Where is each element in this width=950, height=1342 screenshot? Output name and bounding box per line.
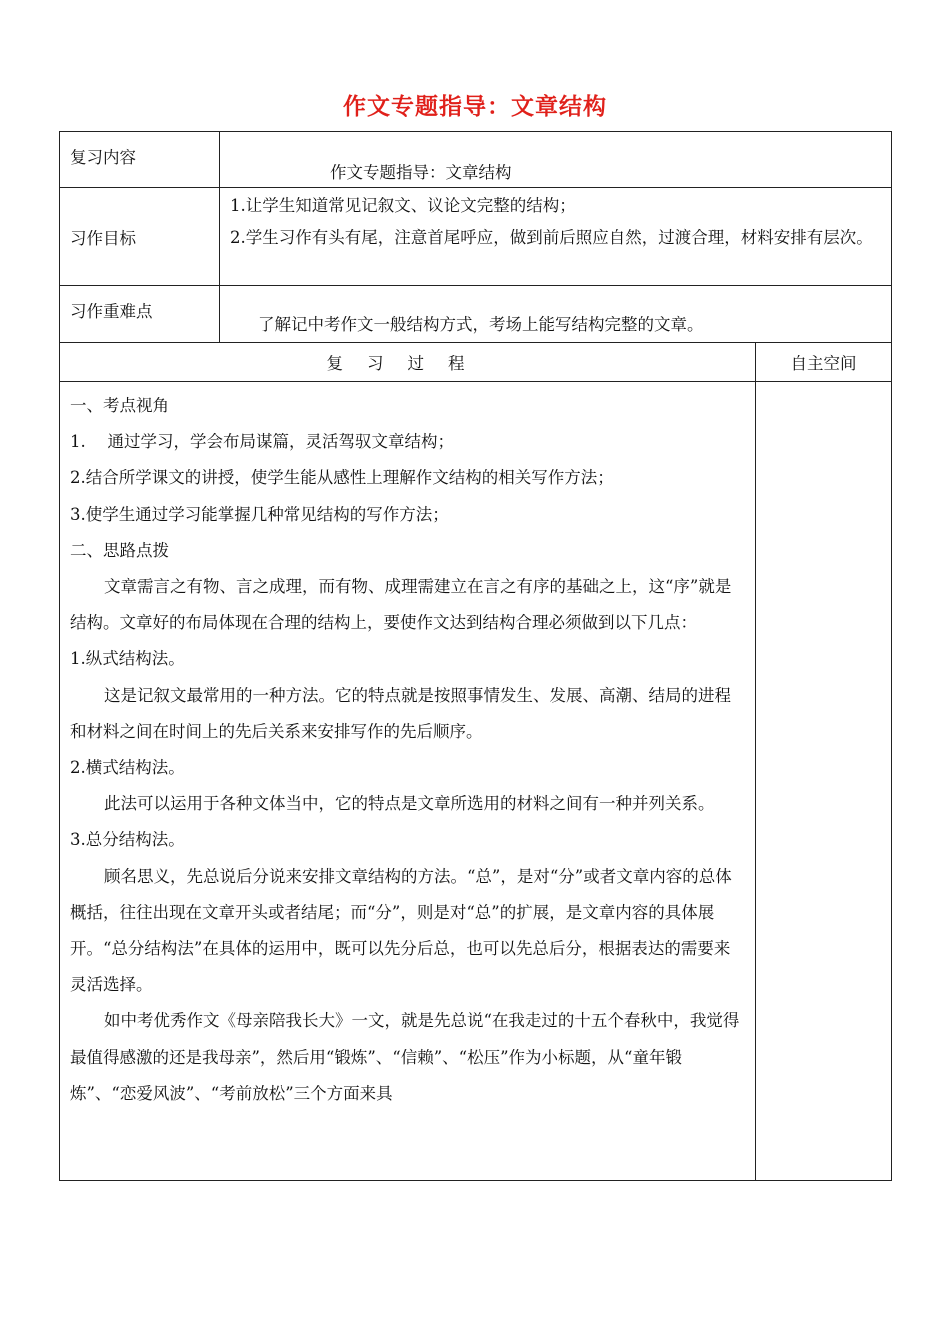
process-paragraph: 文章需言之有物、言之成理，而有物、成理需建立在言之有序的基础之上，这“序”就是结构。文章好的布局体现在合理的结构上，要使作文达到结构合理必须做到以下几点： [70,577,732,633]
goals-label: 习作目标 [60,188,220,286]
row-process-header [60,343,892,382]
review-content-value: 作文专题指导：文章结构 [220,132,892,188]
process-line: 2.横式结构法。 [70,758,185,778]
review-content-label: 复习内容 [60,132,220,188]
row-goals [60,188,892,286]
process-line: 2.结合所学课文的讲授，使学生能从感性上理解作文结构的相关写作方法； [70,468,614,488]
row-review-content [60,132,892,188]
lesson-table [59,131,892,1181]
goals-value [220,188,892,286]
goal-item: 1.让学生知道常见记叙文、议论文完整的结构； [230,196,576,215]
process-body [60,382,756,1181]
process-paragraph: 此法可以运用于各种文体当中，它的特点是文章所选用的材料之间有一种并列关系。 [104,794,715,814]
space-header: 自主空间 [756,343,892,382]
self-study-space [756,382,892,1181]
process-paragraph: 顾名思义，先总说后分说来安排文章结构的方法。“总”，是对“分”或者文章内容的总体概括，往往出现在文章开头或者结尾；而“分”，则是对“总”的扩展，是文章内容的具体展开。“总分结构法”在具体的运用中，既可以先分后总，也可以先总后分，根据表达的需要来灵活选择。 [70,866,732,995]
key-points-label: 习作重难点 [60,286,220,343]
goal-item: 2.学生习作有头有尾，注意首尾呼应，做到前后照应自然，过渡合理，材料安排有层次。 [230,228,873,247]
row-process-body [60,382,892,1181]
process-paragraph: 这是记叙文最常用的一种方法。它的特点就是按照事情发生、发展、高潮、结局的进程和材料之间在时间上的先后关系来安排写作的先后顺序。 [70,685,731,741]
page-title: 作文专题指导：文章结构 [343,94,607,120]
process-line: 3.使学生通过学习能掌握几种常见结构的写作方法； [70,504,449,524]
row-key-points [60,286,892,343]
process-line: 一、考点视角 [70,396,169,415]
process-paragraph: 如中考优秀作文《母亲陪我长大》一文，就是先总说“在我走过的十五个春秋中，我觉得最值得感激的还是我母亲”，然后用“锻炼”、“信赖”、“松压”作为小标题，从“童年锻炼”、“恋爱风波”、“考前放松”三个方面来具 [70,1011,740,1103]
process-header-text: 复习过程 [326,354,489,373]
process-line: 3.总分结构法。 [70,830,185,850]
key-points-value: 了解记中考作文一般结构方式，考场上能写结构完整的文章。 [220,286,892,343]
process-line: 1. 通过学习，学会布局谋篇，灵活驾驭文章结构； [70,432,454,452]
process-line: 二、思路点拨 [70,540,169,560]
process-header [60,343,756,382]
process-line: 1.纵式结构法。 [70,649,185,669]
